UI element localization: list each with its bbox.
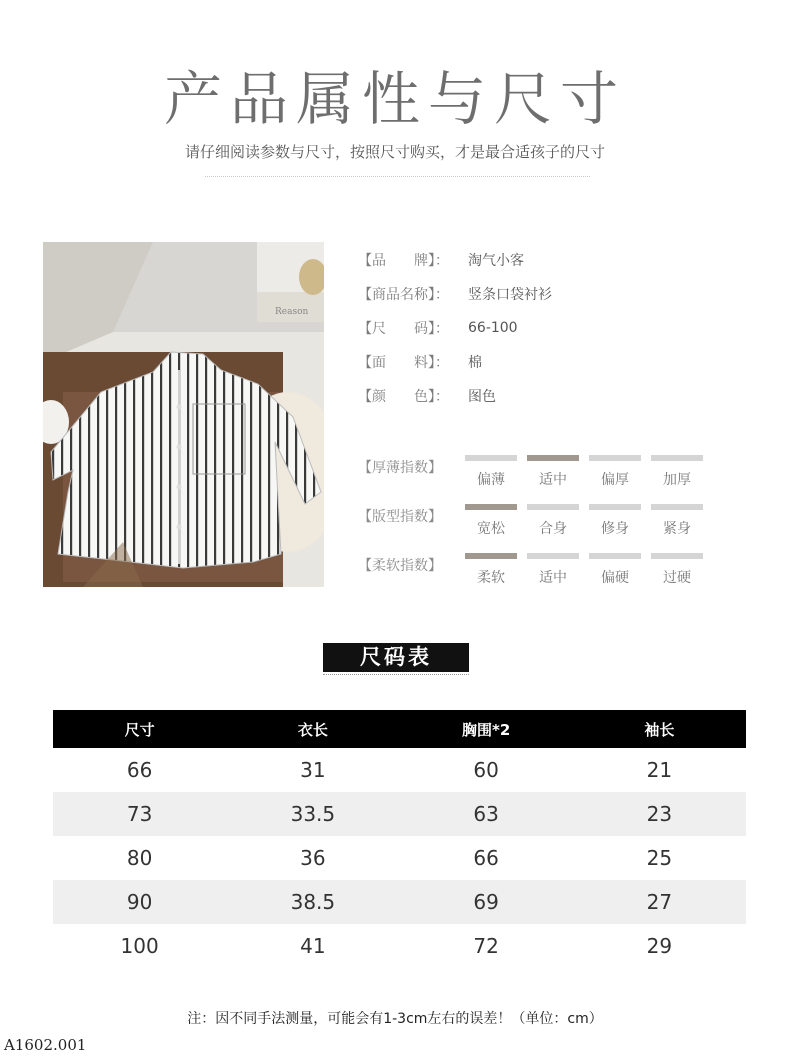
product-photo xyxy=(43,242,324,587)
page-subtitle: 请仔细阅读参数与尺寸，按照尺寸购买，才是最合适孩子的尺寸 xyxy=(184,143,605,161)
table-cell: 60 xyxy=(473,758,499,782)
measurement-note: 注：因不同手法测量，可能会有1-3cm左右的误差！（单位：cm） xyxy=(187,1011,603,1027)
index-row-fit xyxy=(358,504,713,553)
index-option-label: 偏薄 xyxy=(477,472,505,488)
index-option-label: 修身 xyxy=(601,521,629,537)
table-cell: 36 xyxy=(300,846,326,870)
product-code: A1602.001 xyxy=(4,1036,87,1054)
index-bar xyxy=(465,504,517,510)
index-option-label: 适中 xyxy=(539,570,567,586)
index-option xyxy=(651,504,703,538)
attribute-row xyxy=(358,311,552,345)
index-options xyxy=(465,553,713,587)
attribute-row xyxy=(358,379,552,413)
table-row xyxy=(53,880,746,924)
table-cell: 27 xyxy=(573,880,746,924)
index-option xyxy=(527,504,579,538)
attribute-label: 【颜 色】： xyxy=(358,389,449,405)
table-cell: 25 xyxy=(646,846,673,870)
table-cell: 100 xyxy=(120,934,159,958)
table-cell: 72 xyxy=(473,934,499,958)
attribute-value: 图色 xyxy=(468,389,496,405)
table-cell: 29 xyxy=(646,934,673,958)
index-option xyxy=(651,553,703,587)
index-bar xyxy=(589,504,641,510)
table-cell: 63 xyxy=(400,792,573,836)
column-header: 袖长 xyxy=(573,710,746,748)
table-cell: 90 xyxy=(53,880,226,924)
attribute-label: 【品 牌】： xyxy=(358,253,449,269)
index-bar xyxy=(527,455,579,461)
index-option xyxy=(465,553,517,587)
attribute-label: 【商品名称】： xyxy=(358,287,449,303)
index-row-softness xyxy=(358,553,713,602)
table-cell: 66 xyxy=(126,758,153,782)
index-options xyxy=(465,455,713,489)
index-bar xyxy=(465,553,517,559)
page-title: 产品属性与尺寸 xyxy=(163,65,626,133)
index-bar xyxy=(651,455,703,461)
book-text: Reason xyxy=(275,307,309,317)
table-cell: 41 xyxy=(300,934,326,958)
index-block xyxy=(358,455,713,602)
index-option xyxy=(589,553,641,587)
index-option xyxy=(527,553,579,587)
index-bar xyxy=(651,553,703,559)
index-options xyxy=(465,504,713,538)
index-option xyxy=(651,455,703,489)
index-option xyxy=(589,504,641,538)
index-row-thickness xyxy=(358,455,713,504)
index-option-label: 宽松 xyxy=(477,521,505,537)
table-cell: 38.5 xyxy=(226,880,399,924)
table-cell: 23 xyxy=(573,792,746,836)
index-bar xyxy=(527,504,579,510)
index-option-label: 合身 xyxy=(539,521,567,537)
index-option-label: 适中 xyxy=(539,472,567,488)
attribute-value: 66-100 xyxy=(468,320,518,336)
table-row xyxy=(53,792,746,836)
attribute-value: 竖条口袋衬衫 xyxy=(468,287,552,303)
attribute-label: 【面 料】： xyxy=(358,355,449,371)
index-option-label: 紧身 xyxy=(663,521,691,537)
size-table xyxy=(53,710,746,968)
column-header: 尺寸 xyxy=(53,710,226,748)
table-row xyxy=(53,748,746,792)
attribute-row xyxy=(358,243,552,277)
index-option-label: 偏厚 xyxy=(601,472,629,488)
attribute-value: 淘气小客 xyxy=(468,253,524,269)
table-header-row xyxy=(53,710,746,748)
index-option xyxy=(465,504,517,538)
index-option xyxy=(527,455,579,489)
attribute-row xyxy=(358,345,552,379)
index-option xyxy=(465,455,517,489)
table-row xyxy=(53,836,746,880)
striped-shirt-illustration xyxy=(43,242,324,587)
index-option xyxy=(589,455,641,489)
index-bar xyxy=(589,553,641,559)
table-cell: 80 xyxy=(126,846,153,870)
index-option-label: 偏硬 xyxy=(601,570,629,586)
attribute-list xyxy=(358,243,552,413)
index-bar xyxy=(465,455,517,461)
attribute-label: 【尺 码】： xyxy=(358,321,449,337)
index-label: 【版型指数】 xyxy=(358,509,442,525)
index-bar xyxy=(527,553,579,559)
index-label: 【柔软指数】 xyxy=(358,558,442,574)
column-header: 胸围*2 xyxy=(400,710,573,748)
index-bar xyxy=(589,455,641,461)
index-option-label: 过硬 xyxy=(663,570,691,586)
attribute-row xyxy=(358,277,552,311)
attribute-value: 棉 xyxy=(468,355,482,371)
index-label: 【厚薄指数】 xyxy=(358,460,442,476)
table-cell: 31 xyxy=(300,758,326,782)
table-cell: 33.5 xyxy=(226,792,399,836)
size-chart-heading: 尺码表 xyxy=(323,643,469,672)
divider xyxy=(205,176,590,177)
table-cell: 66 xyxy=(473,846,499,870)
index-bar xyxy=(651,504,703,510)
table-cell: 21 xyxy=(646,758,673,782)
column-header: 衣长 xyxy=(226,710,399,748)
table-cell: 69 xyxy=(400,880,573,924)
index-option-label: 柔软 xyxy=(477,570,505,586)
table-cell: 73 xyxy=(53,792,226,836)
index-option-label: 加厚 xyxy=(663,472,691,488)
table-row xyxy=(53,924,746,968)
